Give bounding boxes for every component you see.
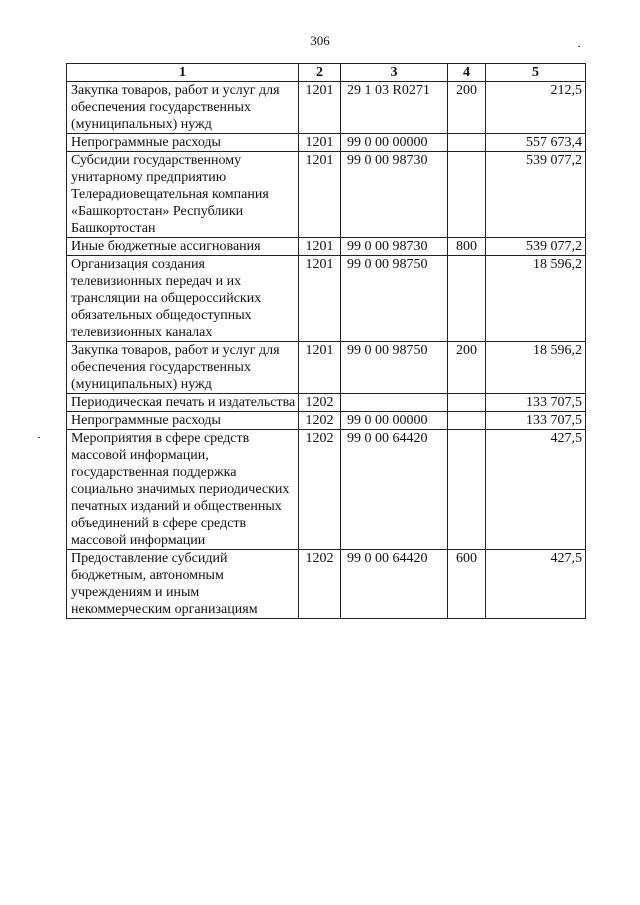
row-type: 800 [448,238,486,256]
page-number: 306 [310,33,330,48]
row-target: 99 0 00 64420 [341,550,448,619]
row-type [448,412,486,430]
row-target: 99 0 00 98750 [341,256,448,342]
header-col-1: 1 [67,64,299,82]
row-type [448,134,486,152]
row-name: Мероприятия в сфере средств массовой информации, государственная поддержка социально значимых периодических печатных изданий и общественных объединений в сфере средств массовой информации [67,430,299,550]
row-section: 1202 [299,394,341,412]
row-name: Непрограммные расходы [67,412,299,430]
row-target: 99 0 00 98750 [341,342,448,394]
budget-table [66,63,586,619]
row-amount: 18 596,2 [486,342,586,394]
row-target: 99 0 00 98730 [341,238,448,256]
row-section: 1202 [299,430,341,550]
row-type: 200 [448,342,486,394]
row-target: 99 0 00 00000 [341,412,448,430]
row-type: 600 [448,550,486,619]
row-amount: 212,5 [486,82,586,134]
table-row [67,412,586,430]
table-row [67,82,586,134]
row-type: 200 [448,82,486,134]
table-row [67,134,586,152]
row-target [341,394,448,412]
header-col-3: 3 [341,64,448,82]
row-section: 1202 [299,550,341,619]
row-section: 1201 [299,342,341,394]
scan-speck [578,46,580,47]
row-type [448,394,486,412]
row-name: Организация создания телевизионных передач и их трансляции на общероссийских обязательных общедоступных телевизионных каналах [67,256,299,342]
row-type [448,256,486,342]
row-name: Предоставление субсидий бюджетным, автономным учреждениям и иным некоммерческим организациям [67,550,299,619]
table-row [67,430,586,550]
header-row [67,64,586,82]
table-row [67,394,586,412]
row-target: 29 1 03 R0271 [341,82,448,134]
row-name: Непрограммные расходы [67,134,299,152]
row-target: 99 0 00 00000 [341,134,448,152]
table-row [67,238,586,256]
row-amount: 18 596,2 [486,256,586,342]
row-target: 99 0 00 64420 [341,430,448,550]
scan-speck [38,437,40,438]
table-row [67,152,586,238]
row-amount: 133 707,5 [486,394,586,412]
row-name: Субсидии государственному унитарному предприятию Телерадиовещательная компания «Башкортостан» Республики Башкортостан [67,152,299,238]
table-row [67,550,586,619]
row-name: Иные бюджетные ассигнования [67,238,299,256]
row-amount: 539 077,2 [486,152,586,238]
row-section: 1202 [299,412,341,430]
row-amount: 133 707,5 [486,412,586,430]
table-row [67,342,586,394]
header-col-5: 5 [486,64,586,82]
row-name: Закупка товаров, работ и услуг для обеспечения государственных (муниципальных) нужд [67,82,299,134]
row-amount: 557 673,4 [486,134,586,152]
row-amount: 427,5 [486,550,586,619]
header-col-2: 2 [299,64,341,82]
header-col-4: 4 [448,64,486,82]
row-name: Периодическая печать и издательства [67,394,299,412]
table-row [67,256,586,342]
row-target: 99 0 00 98730 [341,152,448,238]
row-type [448,430,486,550]
row-section: 1201 [299,238,341,256]
row-section: 1201 [299,256,341,342]
row-amount: 427,5 [486,430,586,550]
row-type [448,152,486,238]
row-name: Закупка товаров, работ и услуг для обеспечения государственных (муниципальных) нужд [67,342,299,394]
row-section: 1201 [299,82,341,134]
row-section: 1201 [299,134,341,152]
row-section: 1201 [299,152,341,238]
row-amount: 539 077,2 [486,238,586,256]
